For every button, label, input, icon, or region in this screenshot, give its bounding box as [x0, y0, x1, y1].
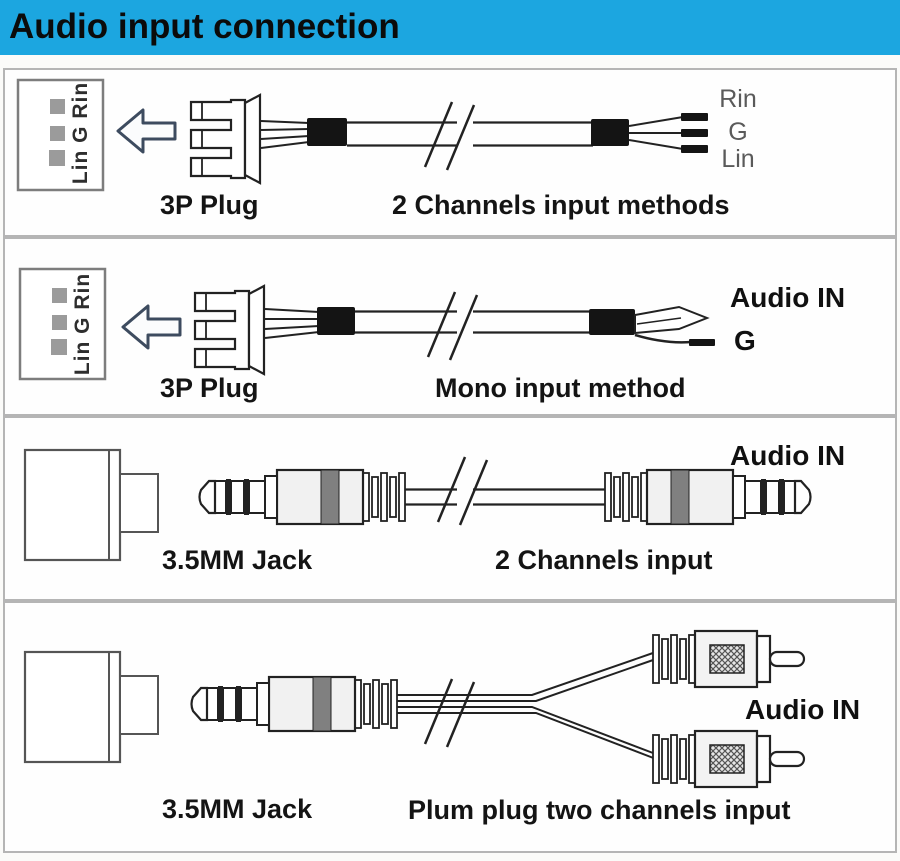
- 3p-plug-drawing: [191, 95, 260, 183]
- caption-input-method: 2 Channels input: [495, 545, 713, 575]
- cable: [405, 490, 605, 505]
- 35mm-plug-right: [605, 470, 811, 524]
- panel-35mm-to-rca: [3, 601, 897, 853]
- plug-wires: [261, 121, 309, 148]
- caption-input-method: Mono input method: [435, 373, 686, 403]
- caption-input-method: 2 Channels input methods: [392, 190, 730, 220]
- page-title-bar: [0, 0, 900, 55]
- cable-break-mark: [425, 102, 474, 170]
- cable-crimp-right: [589, 309, 635, 335]
- port-pin-label: Lin G Rin: [71, 272, 94, 376]
- cable: [347, 123, 593, 146]
- cable-break-mark: [438, 457, 487, 525]
- wire-label-g: G: [728, 118, 748, 146]
- caption-input-method: Plum plug two channels input: [408, 795, 791, 825]
- 35mm-plug-left: [192, 677, 398, 731]
- panel-3p-stereo: [3, 68, 897, 237]
- wire-tips: [681, 113, 708, 153]
- cable-break-mark: [428, 292, 477, 360]
- rca-plug-bottom: [653, 731, 804, 787]
- arrow-left-icon: [123, 306, 180, 348]
- caption-plug-type: 3.5MM Jack: [162, 794, 313, 824]
- wire-label-g: G: [734, 325, 756, 356]
- ground-wire: [635, 335, 691, 342]
- cable-crimp-left: [317, 307, 355, 335]
- caption-plug-type: 3.5MM Jack: [162, 545, 313, 575]
- wire-label-lin: Lin: [721, 145, 755, 173]
- caption-plug-type: 3P Plug: [160, 373, 259, 403]
- plug-wires: [265, 309, 319, 338]
- arrow-left-icon: [118, 110, 175, 152]
- panel-3p-mono: [3, 237, 897, 416]
- wire-label-rin: Rin: [719, 85, 757, 113]
- caption-plug-type: 3P Plug: [160, 190, 259, 220]
- fanned-wires: [629, 117, 683, 149]
- port-pin-label: Lin G Rin: [69, 81, 92, 185]
- jack-socket-drawing: [25, 450, 158, 560]
- 35mm-plug-left: [200, 470, 406, 524]
- cable-crimp-right: [591, 119, 629, 146]
- 3p-plug-drawing: [195, 286, 264, 374]
- jack-socket-drawing: [25, 652, 158, 762]
- wire-label-audio-in: Audio IN: [730, 440, 846, 471]
- wire-label-audio-in: Audio IN: [745, 694, 861, 725]
- page-title: Audio input connection: [9, 7, 400, 46]
- panel-35mm-stereo: [3, 416, 897, 601]
- cable-crimp-left: [307, 118, 347, 146]
- ground-wire-tip: [689, 339, 715, 346]
- split-cables: [397, 653, 656, 759]
- wire-label-audio-in: Audio IN: [730, 282, 846, 313]
- cable: [355, 312, 589, 333]
- rca-plug-top: [653, 631, 804, 687]
